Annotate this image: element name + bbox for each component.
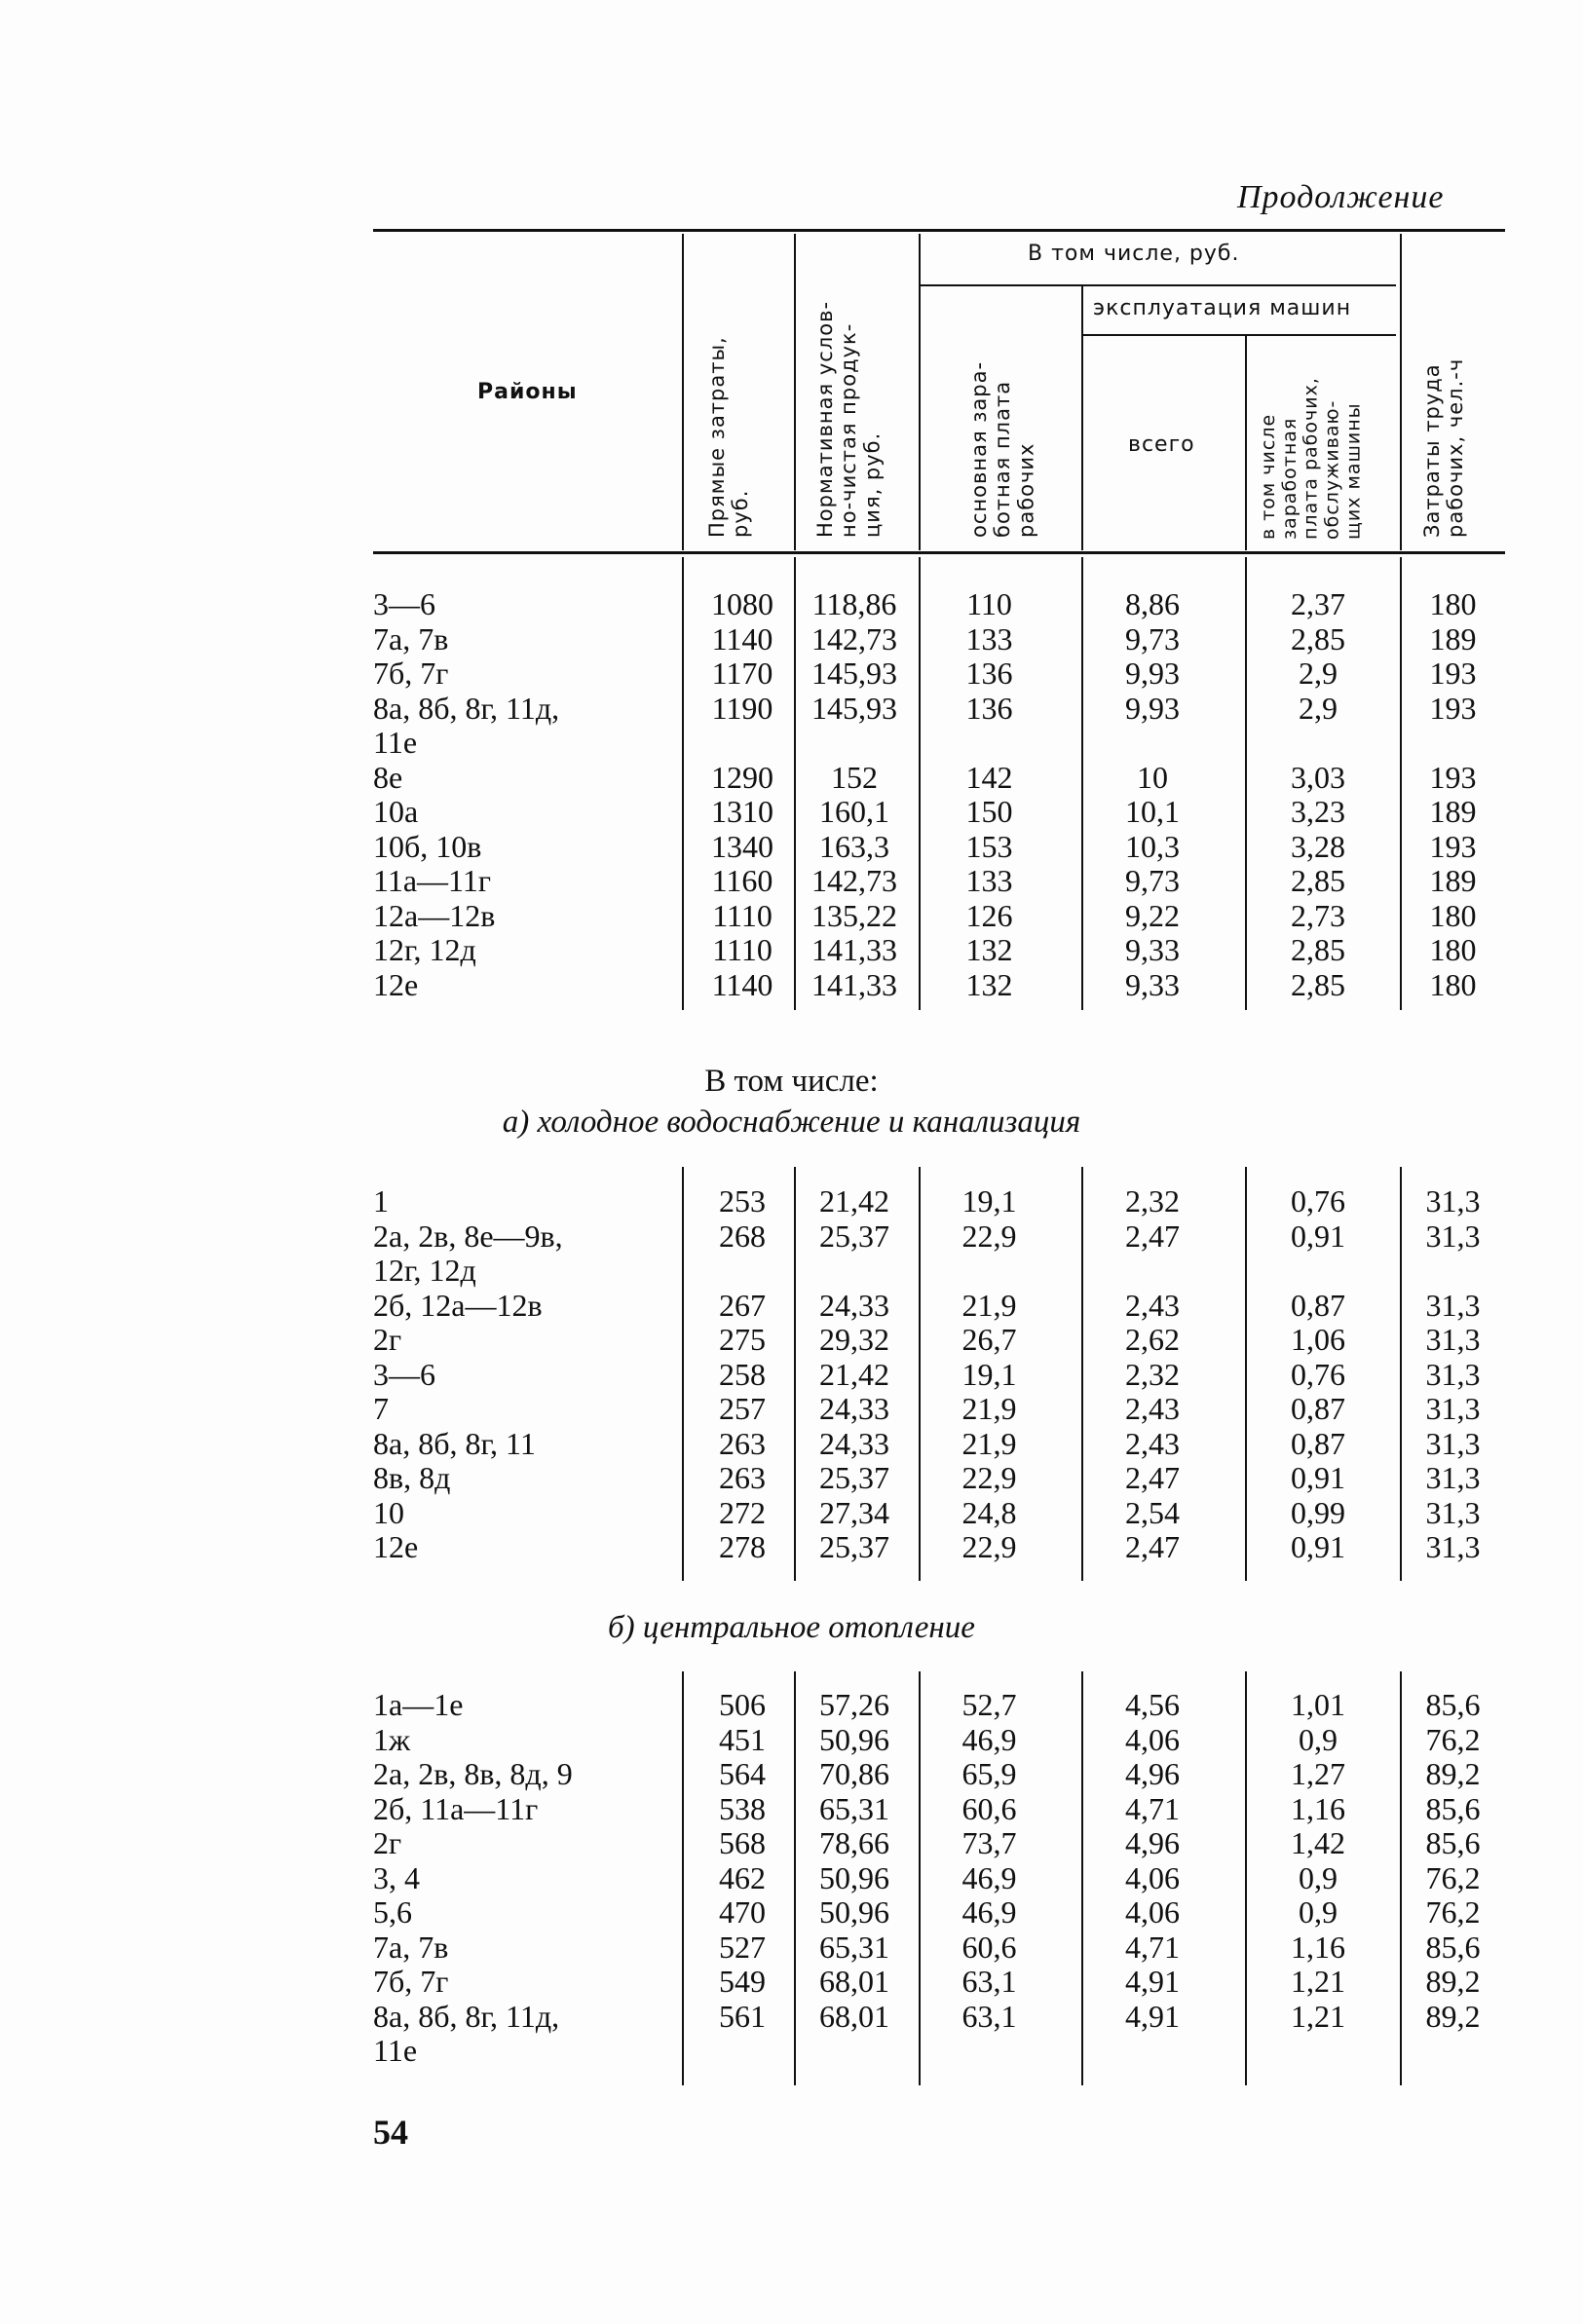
value-cell: 9,93	[1125, 656, 1180, 691]
region-cell: 1а—1е	[373, 1687, 464, 1722]
value-cell: 89,2	[1425, 1998, 1481, 2034]
header-labor: Затраты труда рабочих, чел.-ч	[1420, 357, 1468, 538]
value-cell: 141,33	[811, 932, 897, 967]
value-cell: 9,22	[1125, 897, 1180, 933]
value-cell: 24,33	[819, 1425, 889, 1461]
value-cell: 2,32	[1125, 1183, 1180, 1218]
value-cell: 3,23	[1291, 794, 1345, 829]
value-cell: 193	[1429, 656, 1477, 691]
value-cell: 193	[1429, 828, 1477, 864]
region-cell: 7а, 7в	[373, 1929, 449, 1965]
value-cell: 189	[1429, 794, 1477, 829]
value-cell: 1340	[711, 828, 773, 864]
value-cell: 451	[719, 1721, 766, 1757]
value-cell: 1290	[711, 759, 773, 795]
value-cell: 193	[1429, 759, 1477, 795]
value-cell: 31,3	[1425, 1425, 1481, 1461]
value-cell: 50,96	[819, 1894, 889, 1930]
value-cell: 549	[719, 1964, 766, 1999]
value-cell: 145,93	[811, 656, 897, 691]
table-row	[373, 1461, 1505, 1496]
value-cell: 132	[965, 966, 1013, 1002]
region-cell: 1	[373, 1183, 389, 1218]
header-regions: Районы	[477, 380, 578, 404]
value-cell: 278	[719, 1529, 766, 1564]
value-cell: 1,21	[1291, 1964, 1345, 1999]
value-cell: 9,73	[1125, 863, 1180, 898]
header-sub-rule-2	[1081, 334, 1396, 336]
region-cell: 8а, 8б, 8г, 11	[373, 1425, 536, 1461]
value-cell: 26,7	[961, 1322, 1017, 1357]
region-cell: 10а	[373, 794, 419, 829]
value-cell: 2,43	[1125, 1287, 1180, 1323]
table-row	[373, 1792, 1505, 1827]
value-cell: 0,87	[1291, 1391, 1345, 1426]
value-cell: 46,9	[961, 1721, 1017, 1757]
table-row	[373, 761, 1505, 796]
table-row	[373, 1530, 1505, 1565]
table-row	[373, 1219, 1505, 1255]
value-cell: 31,3	[1425, 1287, 1481, 1323]
value-cell: 132	[965, 932, 1013, 967]
value-cell: 10	[1137, 759, 1168, 795]
value-cell: 2,47	[1125, 1460, 1180, 1495]
value-cell: 52,7	[961, 1687, 1017, 1722]
value-cell: 141,33	[811, 966, 897, 1002]
value-cell: 1,27	[1291, 1756, 1345, 1791]
value-cell: 1190	[711, 690, 773, 726]
table-row	[373, 795, 1505, 830]
table-row	[373, 1427, 1505, 1462]
value-cell: 50,96	[819, 1721, 889, 1757]
value-cell: 4,91	[1125, 1998, 1180, 2034]
value-cell: 21,9	[961, 1391, 1017, 1426]
value-cell: 1,01	[1291, 1687, 1345, 1722]
value-cell: 0,9	[1299, 1721, 1338, 1757]
header-sub-rule-1	[919, 284, 1396, 286]
value-cell: 150	[965, 794, 1013, 829]
value-cell: 2,9	[1299, 690, 1338, 726]
value-cell: 263	[719, 1425, 766, 1461]
value-cell: 4,96	[1125, 1756, 1180, 1791]
including-label: В том числе:	[704, 1064, 879, 1099]
table-row	[373, 1757, 1505, 1792]
value-cell: 24,8	[961, 1494, 1017, 1530]
value-cell: 253	[719, 1183, 766, 1218]
region-cell: 8е	[373, 759, 403, 795]
value-cell: 0,99	[1291, 1494, 1345, 1530]
value-cell: 21,9	[961, 1425, 1017, 1461]
value-cell: 0,87	[1291, 1425, 1345, 1461]
value-cell: 21,42	[819, 1183, 889, 1218]
table-row	[373, 864, 1505, 899]
value-cell: 57,26	[819, 1687, 889, 1722]
value-cell: 0,91	[1291, 1460, 1345, 1495]
header-vline-6	[1400, 234, 1402, 550]
value-cell: 142,73	[811, 863, 897, 898]
value-cell: 0,76	[1291, 1183, 1345, 1218]
value-cell: 31,3	[1425, 1391, 1481, 1426]
value-cell: 1140	[711, 966, 773, 1002]
value-cell: 25,37	[819, 1460, 889, 1495]
table-row	[373, 1323, 1505, 1358]
region-cell: 10	[373, 1494, 404, 1530]
value-cell: 25,37	[819, 1218, 889, 1254]
value-cell: 31,3	[1425, 1218, 1481, 1254]
value-cell: 10,1	[1125, 794, 1180, 829]
table-row	[373, 1861, 1505, 1896]
header-normative-output: Нормативная услов- но-чистая продук- ция, руб.	[813, 300, 885, 538]
value-cell: 4,06	[1125, 1894, 1180, 1930]
value-cell: 257	[719, 1391, 766, 1426]
value-cell: 1,16	[1291, 1929, 1345, 1965]
header-incl-wage-service: в том числе заработная плата рабочих, обслуживаю- щих машины	[1258, 377, 1365, 540]
header-vline-2	[794, 234, 796, 550]
value-cell: 2,47	[1125, 1218, 1180, 1254]
value-cell: 2,73	[1291, 897, 1345, 933]
value-cell: 2,37	[1291, 586, 1345, 621]
header-base-wage: основная зара- ботная плата рабочих	[967, 360, 1038, 538]
section-b-title: б) центральное отопление	[608, 1610, 975, 1645]
value-cell: 9,93	[1125, 690, 1180, 726]
table-row	[373, 726, 1505, 761]
value-cell: 2,85	[1291, 932, 1345, 967]
value-cell: 1080	[711, 586, 773, 621]
table-row	[373, 1289, 1505, 1324]
value-cell: 1170	[711, 656, 773, 691]
value-cell: 136	[965, 690, 1013, 726]
value-cell: 31,3	[1425, 1529, 1481, 1564]
region-cell: 12г, 12д	[373, 932, 476, 967]
value-cell: 462	[719, 1859, 766, 1895]
header-including-rub: В том числе, руб.	[1028, 242, 1240, 266]
value-cell: 142,73	[811, 620, 897, 656]
value-cell: 0,87	[1291, 1287, 1345, 1323]
value-cell: 22,9	[961, 1529, 1017, 1564]
value-cell: 31,3	[1425, 1460, 1481, 1495]
region-cell: 12г, 12д	[373, 1253, 476, 1288]
value-cell: 163,3	[819, 828, 889, 864]
table-row	[373, 622, 1505, 657]
value-cell: 4,96	[1125, 1825, 1180, 1860]
value-cell: 10,3	[1125, 828, 1180, 864]
value-cell: 180	[1429, 586, 1477, 621]
value-cell: 267	[719, 1287, 766, 1323]
value-cell: 135,22	[811, 897, 897, 933]
value-cell: 470	[719, 1894, 766, 1930]
table-row	[373, 656, 1505, 692]
value-cell: 4,71	[1125, 1929, 1180, 1965]
region-cell: 10б, 10в	[373, 828, 482, 864]
value-cell: 142	[965, 759, 1013, 795]
value-cell: 1,16	[1291, 1790, 1345, 1826]
region-cell: 2б, 11а—11г	[373, 1790, 539, 1826]
value-cell: 46,9	[961, 1859, 1017, 1895]
value-cell: 19,1	[961, 1356, 1017, 1392]
value-cell: 538	[719, 1790, 766, 1826]
table-row	[373, 1723, 1505, 1758]
main-table-body	[373, 587, 1505, 1002]
value-cell: 31,3	[1425, 1356, 1481, 1392]
header-vline-5	[1245, 336, 1247, 550]
value-cell: 0,9	[1299, 1894, 1338, 1930]
value-cell: 46,9	[961, 1894, 1017, 1930]
region-cell: 2а, 2в, 8е—9в,	[373, 1218, 563, 1254]
value-cell: 60,6	[961, 1790, 1017, 1826]
table-row	[373, 692, 1505, 727]
region-cell: 2г	[373, 1825, 402, 1860]
table-row	[373, 1688, 1505, 1723]
table-row	[373, 899, 1505, 934]
region-cell: 2б, 12а—12в	[373, 1287, 543, 1323]
header-total: всего	[1128, 432, 1195, 457]
header-direct-costs: Прямые затраты, руб.	[705, 336, 753, 538]
continuation-label: Продолжение	[1237, 179, 1445, 215]
value-cell: 160,1	[819, 794, 889, 829]
value-cell: 133	[965, 863, 1013, 898]
value-cell: 2,9	[1299, 656, 1338, 691]
value-cell: 89,2	[1425, 1964, 1481, 1999]
value-cell: 110	[966, 586, 1012, 621]
value-cell: 89,2	[1425, 1756, 1481, 1791]
value-cell: 85,6	[1425, 1929, 1481, 1965]
table-row	[373, 1826, 1505, 1861]
value-cell: 193	[1429, 690, 1477, 726]
table-row	[373, 1392, 1505, 1427]
value-cell: 0,91	[1291, 1218, 1345, 1254]
region-cell: 2г	[373, 1322, 402, 1357]
value-cell: 70,86	[819, 1756, 889, 1791]
value-cell: 118,86	[811, 586, 897, 621]
value-cell: 2,85	[1291, 620, 1345, 656]
table-row	[373, 1895, 1505, 1930]
value-cell: 506	[719, 1687, 766, 1722]
header-vline-4	[1081, 286, 1083, 550]
table-row	[373, 1930, 1505, 1966]
value-cell: 60,6	[961, 1929, 1017, 1965]
value-cell: 4,56	[1125, 1687, 1180, 1722]
value-cell: 189	[1429, 863, 1477, 898]
value-cell: 133	[965, 620, 1013, 656]
value-cell: 63,1	[961, 1998, 1017, 2034]
table-top-rule	[373, 229, 1505, 232]
table-row	[373, 1496, 1505, 1531]
region-cell: 7б, 7г	[373, 656, 449, 691]
value-cell: 268	[719, 1218, 766, 1254]
region-cell: 12е	[373, 966, 419, 1002]
value-cell: 85,6	[1425, 1687, 1481, 1722]
region-cell: 1ж	[373, 1721, 411, 1757]
value-cell: 0,76	[1291, 1356, 1345, 1392]
value-cell: 68,01	[819, 1964, 889, 1999]
value-cell: 180	[1429, 932, 1477, 967]
value-cell: 76,2	[1425, 1894, 1481, 1930]
value-cell: 31,3	[1425, 1322, 1481, 1357]
value-cell: 1310	[711, 794, 773, 829]
value-cell: 2,47	[1125, 1529, 1180, 1564]
table-row	[373, 933, 1505, 968]
header-machine-operation: эксплуатация машин	[1093, 296, 1352, 320]
region-cell: 7	[373, 1391, 389, 1426]
value-cell: 25,37	[819, 1529, 889, 1564]
value-cell: 9,73	[1125, 620, 1180, 656]
value-cell: 275	[719, 1322, 766, 1357]
value-cell: 31,3	[1425, 1183, 1481, 1218]
value-cell: 1110	[712, 932, 773, 967]
value-cell: 258	[719, 1356, 766, 1392]
header-vline-1	[682, 234, 684, 550]
value-cell: 22,9	[961, 1218, 1017, 1254]
value-cell: 27,34	[819, 1494, 889, 1530]
value-cell: 126	[965, 897, 1013, 933]
value-cell: 0,9	[1299, 1859, 1338, 1895]
value-cell: 2,54	[1125, 1494, 1180, 1530]
table-row	[373, 587, 1505, 622]
table-row	[373, 968, 1505, 1003]
value-cell: 1,21	[1291, 1998, 1345, 2034]
value-cell: 527	[719, 1929, 766, 1965]
value-cell: 561	[719, 1998, 766, 2034]
value-cell: 2,62	[1125, 1322, 1180, 1357]
value-cell: 1,06	[1291, 1322, 1345, 1357]
value-cell: 29,32	[819, 1322, 889, 1357]
value-cell: 65,9	[961, 1756, 1017, 1791]
table-row	[373, 1965, 1505, 2000]
header-vline-3	[919, 234, 921, 550]
value-cell: 263	[719, 1460, 766, 1495]
value-cell: 180	[1429, 966, 1477, 1002]
region-cell: 5,6	[373, 1894, 412, 1930]
value-cell: 65,31	[819, 1929, 889, 1965]
value-cell: 19,1	[961, 1183, 1017, 1218]
value-cell: 22,9	[961, 1460, 1017, 1495]
value-cell: 136	[965, 656, 1013, 691]
table-row	[373, 830, 1505, 865]
value-cell: 68,01	[819, 1998, 889, 2034]
value-cell: 21,9	[961, 1287, 1017, 1323]
value-cell: 1140	[711, 620, 773, 656]
value-cell: 24,33	[819, 1287, 889, 1323]
region-cell: 8а, 8б, 8г, 11д,	[373, 690, 560, 726]
value-cell: 78,66	[819, 1825, 889, 1860]
value-cell: 9,33	[1125, 932, 1180, 967]
region-cell: 12е	[373, 1529, 419, 1564]
value-cell: 180	[1429, 897, 1477, 933]
value-cell: 3,28	[1291, 828, 1345, 864]
region-cell: 11а—11г	[373, 863, 491, 898]
region-cell: 2а, 2в, 8в, 8д, 9	[373, 1756, 573, 1791]
value-cell: 1,42	[1291, 1825, 1345, 1860]
value-cell: 4,06	[1125, 1721, 1180, 1757]
value-cell: 564	[719, 1756, 766, 1791]
region-cell: 11е	[373, 725, 418, 760]
value-cell: 21,42	[819, 1356, 889, 1392]
value-cell: 9,33	[1125, 966, 1180, 1002]
value-cell: 1160	[711, 863, 773, 898]
table-row	[373, 1184, 1505, 1219]
value-cell: 4,06	[1125, 1859, 1180, 1895]
region-cell: 8в, 8д	[373, 1460, 451, 1495]
region-cell: 7а, 7в	[373, 620, 449, 656]
value-cell: 0,91	[1291, 1529, 1345, 1564]
section-a-body	[373, 1184, 1505, 1565]
region-cell: 7б, 7г	[373, 1964, 449, 1999]
value-cell: 73,7	[961, 1825, 1017, 1860]
value-cell: 145,93	[811, 690, 897, 726]
table-row	[373, 1254, 1505, 1289]
region-cell: 11е	[373, 2033, 418, 2068]
value-cell: 2,32	[1125, 1356, 1180, 1392]
header-bottom-rule	[373, 551, 1505, 554]
value-cell: 2,85	[1291, 863, 1345, 898]
region-cell: 8а, 8б, 8г, 11д,	[373, 1998, 560, 2034]
region-cell: 12а—12в	[373, 897, 496, 933]
table-row	[373, 2000, 1505, 2035]
region-cell: 3—6	[373, 1356, 435, 1392]
section-b-body	[373, 1688, 1505, 2069]
region-cell: 3, 4	[373, 1859, 420, 1895]
table-row	[373, 1358, 1505, 1393]
value-cell: 1110	[712, 897, 773, 933]
value-cell: 189	[1429, 620, 1477, 656]
value-cell: 65,31	[819, 1790, 889, 1826]
value-cell: 76,2	[1425, 1859, 1481, 1895]
value-cell: 50,96	[819, 1859, 889, 1895]
value-cell: 4,71	[1125, 1790, 1180, 1826]
value-cell: 76,2	[1425, 1721, 1481, 1757]
region-cell: 3—6	[373, 586, 435, 621]
value-cell: 8,86	[1125, 586, 1180, 621]
value-cell: 31,3	[1425, 1494, 1481, 1530]
value-cell: 2,85	[1291, 966, 1345, 1002]
table-row	[373, 2034, 1505, 2069]
value-cell: 3,03	[1291, 759, 1345, 795]
value-cell: 152	[831, 759, 878, 795]
value-cell: 2,43	[1125, 1425, 1180, 1461]
value-cell: 568	[719, 1825, 766, 1860]
value-cell: 24,33	[819, 1391, 889, 1426]
value-cell: 85,6	[1425, 1790, 1481, 1826]
value-cell: 2,43	[1125, 1391, 1180, 1426]
value-cell: 272	[719, 1494, 766, 1530]
value-cell: 153	[965, 828, 1013, 864]
value-cell: 85,6	[1425, 1825, 1481, 1860]
section-a-title: а) холодное водоснабжение и канализация	[502, 1105, 1081, 1140]
value-cell: 4,91	[1125, 1964, 1180, 1999]
value-cell: 63,1	[961, 1964, 1017, 1999]
page-number: 54	[373, 2113, 408, 2152]
